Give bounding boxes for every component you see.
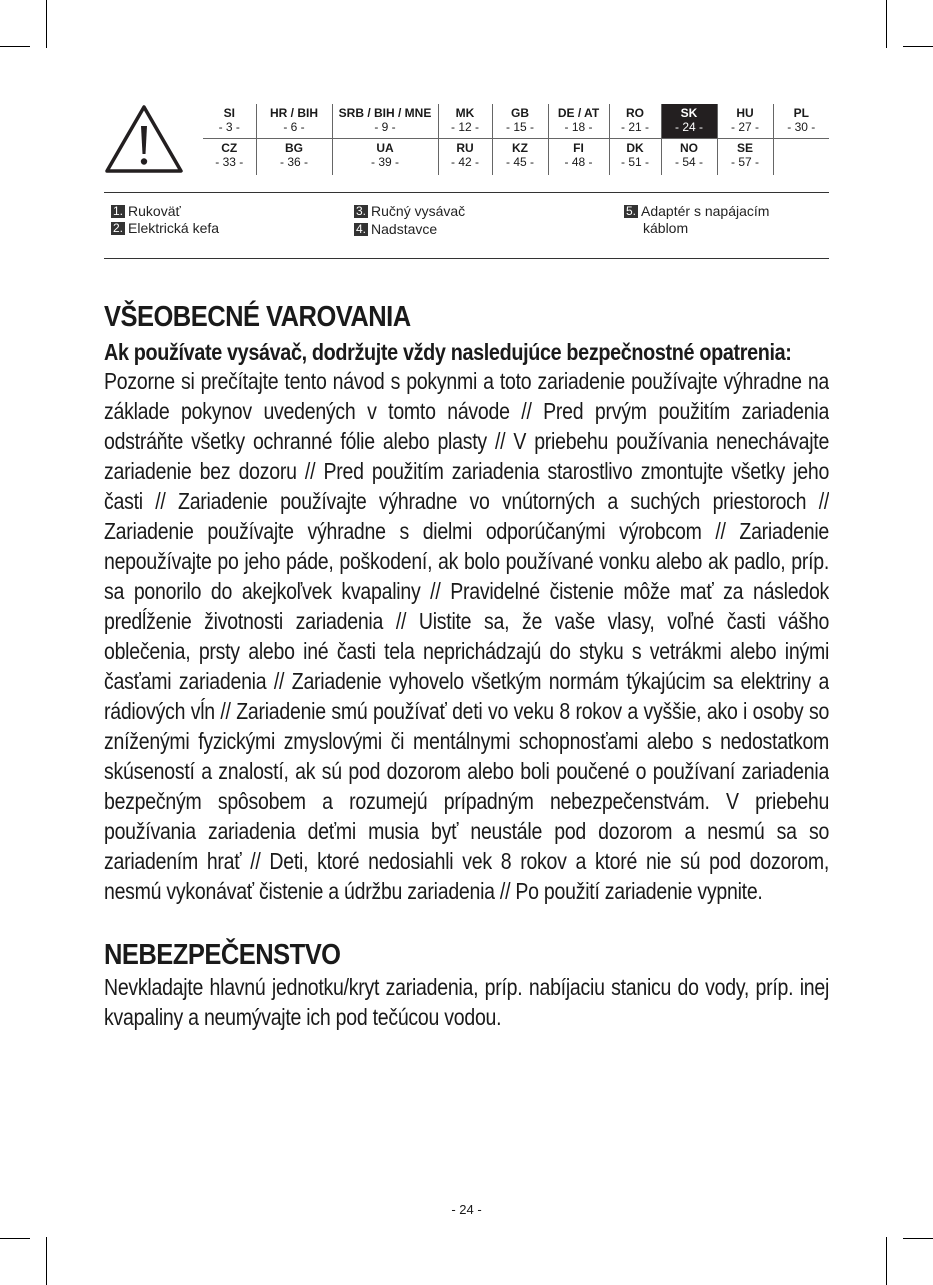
warnings-body-text: Pozorne si prečítajte tento návod s pokynmi a toto zariadenie používajte výhradne na základe pokynov uvedených v tomto návode // Pred prvým použitím zariadenia odstráňte všetky ochranné fólie alebo plasty // V priebehu používania nenechávajte zariadenie bez dozoru // Pred použitím zariadenia starostlivo zmontujte všetky jeho časti // Zariadenie používajte výhradne vo vnútorných a suchých priestoroch // Zariadenie používajte výhradne s dielmi odporúčanými výrobcom // Zariadenie nepoužívajte po jeho páde, poškodení, ak bolo používané vonku alebo ak padlo, príp. sa ponorilo do akejkoľvek kvapaliny // Pravidelné čistenie môže mať za následok predĺženie životnosti zariadenia // Uistite sa, že vaše vlasy, voľné časti vášho oblečenia, prsty alebo iné časti tela neprichádzajú do styku s vetrákmi alebo inými časťami zariadenia // Zariadenie vyhovelo všetkým normám týkajúcim sa elektriny a rádiových vĺn // Zariadenie smú používať deti vo veku 8 rokov a vyššie, ako i osoby so zníženými fyzickými zmyslovými či mentálnymi schopnosťami alebo s nedostatkom skúseností a znalostí, ak sú pod dozorom alebo boli poučené o používaní zariadenia bezpečným spôsobem a rozumejú prípadným nebezpečenstvám. V priebehu používania zariadenia deťmi musia byť neustále pod dozorom a nesmú sa so zariadením hrať // Deti, ktoré nedosiahli vek 8 rokov a ktoré nie sú pod dozorom, nesmú vykonávať čistenie a údržbu zariadenia // Po použití zariadenie vypnite. [104, 368, 829, 904]
language-page: - 9 - [374, 120, 396, 134]
language-page: - 36 - [279, 155, 308, 169]
language-code: HR / BIH [270, 106, 318, 120]
language-page: - 54 - [674, 155, 703, 169]
language-code: SK [680, 106, 698, 120]
language-page: - 12 - [450, 120, 479, 134]
section-title: VŠEOBECNÉ VAROVANIA [104, 301, 411, 333]
part-item [111, 203, 181, 220]
section-subtitle: Ak používate vysávač, dodržujte vždy nasledujúce bezpečnostné opatrenia: [104, 339, 792, 365]
language-code: UA [376, 141, 394, 155]
crop-mark [0, 1238, 30, 1239]
crop-mark [886, 1237, 887, 1285]
part-item [624, 203, 769, 237]
language-code: SRB / BIH / MNE [338, 106, 432, 120]
language-page: - 45 - [505, 155, 534, 169]
part-number: 3. [356, 204, 367, 218]
part-item [354, 203, 465, 220]
language-cell [332, 139, 438, 176]
language-code: CZ [221, 141, 238, 155]
language-code: NO [680, 141, 698, 155]
language-page: - 57 - [730, 155, 759, 169]
language-page: - 39 - [370, 155, 399, 169]
part-number: 5. [626, 204, 637, 218]
language-code: MK [455, 106, 475, 120]
language-code: PL [793, 106, 809, 120]
language-page: - 51 - [620, 155, 649, 169]
danger-body-text: Nevkladajte hlavnú jednotku/kryt zariadenia, príp. nabíjaciu stanicu do vody, príp. inej kvapaliny a neumývajte ich pod tečúcou vodou. [104, 974, 829, 1030]
crop-mark [903, 46, 933, 47]
language-cell [438, 104, 492, 139]
language-cell [609, 104, 661, 139]
language-cell [203, 104, 256, 139]
language-cell [609, 139, 661, 176]
language-cell [548, 104, 609, 139]
part-number: 2. [113, 221, 124, 235]
language-cell [717, 104, 773, 139]
part-item [354, 221, 437, 238]
language-page: - 15 - [505, 120, 534, 134]
language-code: DE / AT [557, 106, 600, 120]
language-code: GB [511, 106, 529, 120]
warning-triangle-icon [104, 104, 184, 174]
language-page: - 27 - [730, 120, 759, 134]
part-label: Elektrická kefa [128, 220, 220, 236]
language-code: RU [456, 141, 474, 155]
part-number: 1. [113, 204, 124, 218]
language-page: - 18 - [564, 120, 593, 134]
language-code: DK [626, 141, 644, 155]
language-cell [661, 139, 717, 176]
language-cell [661, 104, 717, 139]
section-title: NEBEZPEČENSTVO [104, 939, 341, 971]
language-cell [492, 104, 548, 139]
part-number: 4. [356, 222, 367, 236]
language-page: - 42 - [450, 155, 479, 169]
part-label: Ručný vysávač [371, 203, 466, 219]
language-row [203, 139, 829, 176]
language-page: - 3 - [218, 120, 240, 134]
language-cell [332, 104, 438, 139]
crop-mark [46, 1237, 47, 1285]
language-page: - 30 - [787, 120, 816, 134]
language-code: KZ [512, 141, 528, 155]
part-item [111, 220, 219, 237]
divider [104, 258, 829, 259]
crop-mark [46, 0, 47, 48]
language-page: - 6 - [283, 120, 305, 134]
language-page: - 48 - [564, 155, 593, 169]
crop-mark [0, 46, 30, 47]
language-page: - 24 - [674, 120, 703, 134]
general-warnings-section [104, 300, 829, 906]
part-label: Adaptér s napájacím [641, 203, 770, 219]
language-page: - 21 - [620, 120, 649, 134]
language-index-table [203, 104, 829, 175]
language-cell [773, 104, 829, 139]
language-cell [717, 139, 773, 176]
page-number: - 24 - [451, 1202, 482, 1217]
language-cell [548, 139, 609, 176]
language-cell [492, 139, 548, 176]
divider [104, 192, 829, 193]
crop-mark [886, 0, 887, 48]
language-code: HU [736, 106, 754, 120]
language-page: - 33 - [215, 155, 244, 169]
language-cell [438, 139, 492, 176]
language-code: SI [223, 106, 235, 120]
part-label: Nadstavce [371, 221, 438, 237]
language-cell [256, 139, 332, 176]
language-code: FI [573, 141, 584, 155]
language-row [203, 104, 829, 139]
language-cell [773, 139, 829, 176]
danger-section [104, 938, 829, 1042]
language-code: SE [736, 141, 753, 155]
language-code: BG [285, 141, 303, 155]
part-label-continued: káblom [643, 220, 689, 236]
crop-mark [903, 1238, 933, 1239]
language-code: RO [626, 106, 644, 120]
language-cell [256, 104, 332, 139]
part-label: Rukoväť [128, 203, 181, 219]
language-cell [203, 139, 256, 176]
